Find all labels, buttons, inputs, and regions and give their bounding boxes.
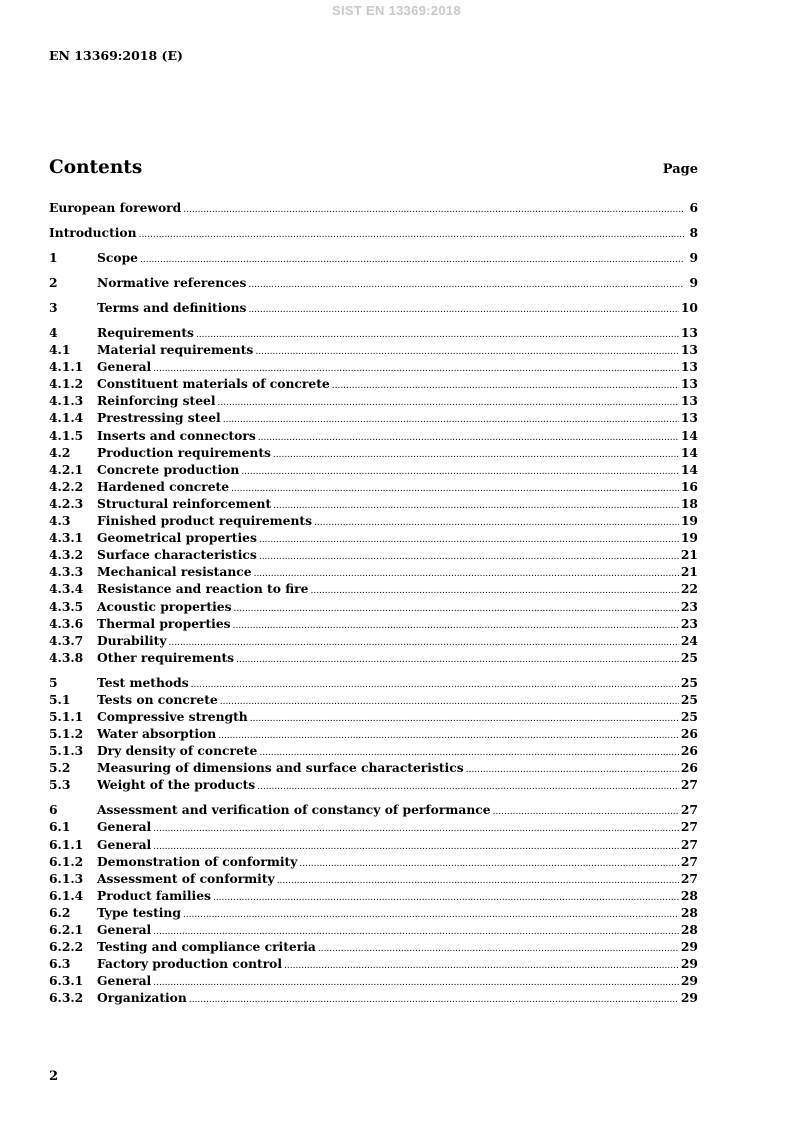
toc-entry[interactable] — [49, 342, 698, 359]
toc-leader-dots — [231, 480, 679, 494]
toc-entry-title[interactable]: Scope — [97, 250, 138, 265]
toc-entry-title[interactable]: Resistance and reaction to fire — [97, 581, 309, 597]
toc-entry-number: 4.3.6 — [49, 615, 84, 631]
toc-entry-page: 25 — [680, 674, 698, 690]
toc-entry-page: 27 — [680, 819, 698, 835]
toc-entry-number: 4.1.3 — [49, 393, 84, 409]
toc-entry[interactable] — [49, 692, 698, 709]
toc-entry-page: 26 — [680, 760, 698, 776]
toc-entry-page: 21 — [680, 547, 698, 563]
toc-entry-number: 5.1.1 — [49, 708, 84, 724]
toc-entry-title[interactable]: Compressive strength — [97, 708, 248, 724]
toc-leader-dots — [139, 226, 684, 240]
toc-entry-page: 29 — [680, 990, 698, 1006]
toc-entry-page: 13 — [680, 325, 698, 340]
toc-leader-dots — [248, 276, 684, 290]
toc-entry-title[interactable]: Assessment of conformity — [97, 870, 275, 886]
toc-entry[interactable] — [49, 650, 698, 675]
toc-leader-dots — [236, 651, 679, 665]
toc-entry[interactable] — [49, 410, 698, 427]
toc-entry-number: 4 — [49, 325, 58, 340]
toc-entry-number: 6.3.2 — [49, 990, 84, 1006]
toc-entry-title[interactable]: Surface characteristics — [97, 547, 257, 563]
toc-entry-title[interactable]: Mechanical resistance — [97, 564, 252, 580]
toc-entry-title[interactable]: Hardened concrete — [97, 478, 230, 494]
toc-entry-page: 13 — [680, 376, 698, 392]
toc-entry-page: 25 — [680, 708, 698, 724]
toc-entry-page: 19 — [680, 513, 698, 529]
toc-leader-dots — [213, 889, 679, 903]
toc-entry-page: 28 — [680, 887, 698, 903]
toc-entry-page: 23 — [680, 598, 698, 614]
toc-entry-page: 14 — [680, 427, 698, 443]
page-column-label: Page — [662, 162, 698, 177]
toc-entry-title[interactable]: Other requirements — [97, 649, 235, 665]
toc-leader-dots — [196, 326, 679, 340]
toc-leader-dots — [277, 872, 679, 886]
toc-entry-number: 4.3 — [49, 513, 71, 529]
toc-leader-dots — [140, 251, 684, 265]
toc-leader-dots — [218, 727, 679, 741]
toc-leader-dots — [332, 377, 679, 391]
toc-entry[interactable] — [49, 250, 698, 275]
toc-entry[interactable] — [49, 802, 698, 819]
toc-leader-dots — [254, 565, 679, 579]
toc-entry-title[interactable]: Terms and definitions — [97, 300, 247, 315]
toc-entry-number: 6 — [49, 802, 58, 818]
toc-entry-page: 23 — [680, 615, 698, 631]
toc-entry[interactable] — [49, 581, 698, 598]
toc-entry-number: 4.2.2 — [49, 478, 84, 494]
toc-entry-number: 5.1.2 — [49, 726, 84, 742]
toc-entry-page: 28 — [680, 904, 698, 920]
toc-entry-title[interactable]: General — [97, 922, 152, 937]
toc-entry-page: 21 — [680, 564, 698, 580]
toc-entry-page: 27 — [680, 870, 698, 886]
toc-entry[interactable] — [49, 300, 698, 325]
toc-entry-number: 4.3.2 — [49, 547, 84, 563]
toc-entry[interactable] — [49, 325, 698, 342]
toc-entry-title[interactable]: Durability — [97, 632, 167, 648]
toc-entry-number: 6.3 — [49, 956, 71, 972]
toc-entry-title[interactable]: Weight of the products — [97, 777, 256, 793]
toc-leader-dots — [255, 343, 679, 357]
toc-entry-number: 4.3.1 — [49, 530, 84, 546]
toc-leader-dots — [153, 360, 679, 374]
toc-entry-page: 8 — [689, 225, 698, 240]
toc-entry-title[interactable]: Factory production control — [97, 956, 283, 972]
toc-entry[interactable] — [49, 359, 698, 376]
toc-leader-dots — [189, 991, 679, 1005]
toc-entry[interactable] — [49, 777, 698, 802]
toc-entry-title[interactable]: Thermal properties — [97, 615, 231, 631]
toc-entry-page: 14 — [680, 444, 698, 460]
toc-entry-title[interactable]: Test methods — [97, 674, 189, 690]
toc-entry-title[interactable]: Material requirements — [97, 342, 254, 358]
toc-entry-number: 4.2 — [49, 444, 71, 460]
toc-entry-page: 29 — [680, 973, 698, 989]
toc-entry-number: 4.3.8 — [49, 649, 84, 665]
toc-entry-number: 4.3.4 — [49, 581, 84, 597]
toc-leader-dots — [493, 803, 679, 817]
toc-entry-number: 4.2.1 — [49, 461, 84, 477]
toc-entry[interactable] — [49, 616, 698, 633]
toc-entry-title[interactable]: Prestressing steel — [97, 410, 221, 426]
toc-entry-title[interactable]: General — [97, 973, 152, 989]
toc-entry-number: 6.1 — [49, 819, 71, 835]
toc-entry-number: 5.1 — [49, 691, 71, 707]
toc-entry-page: 22 — [680, 581, 698, 597]
toc-entry[interactable] — [49, 275, 698, 300]
toc-entry-page: 18 — [680, 495, 698, 511]
toc-entry-number: 4.3.7 — [49, 632, 84, 648]
toc-entry[interactable] — [49, 200, 698, 225]
toc-entry-title[interactable]: Acoustic properties — [97, 598, 232, 614]
toc-entry-title[interactable]: Dry density of concrete — [97, 743, 258, 759]
toc-entry-page: 25 — [680, 649, 698, 665]
toc-leader-dots — [183, 906, 679, 920]
toc-entry-page: 16 — [680, 478, 698, 494]
toc-leader-dots — [153, 923, 679, 937]
toc-entry-title[interactable]: Geometrical properties — [97, 530, 257, 546]
toc-entry-number: 6.1.1 — [49, 836, 84, 852]
toc-leader-dots — [259, 548, 679, 562]
toc-leader-dots — [273, 497, 679, 511]
toc-entry-number: 5.3 — [49, 777, 71, 793]
toc-entry[interactable] — [49, 428, 698, 445]
toc-entry[interactable] — [49, 564, 698, 581]
toc-leader-dots — [299, 855, 679, 869]
toc-entry[interactable] — [49, 888, 698, 905]
toc-entry[interactable] — [49, 760, 698, 777]
toc-entry-title[interactable]: Normative references — [97, 275, 247, 290]
toc-entry-title[interactable]: Finished product requirements — [97, 513, 313, 529]
toc-entry-number: 6.1.3 — [49, 870, 84, 886]
table-of-contents — [49, 200, 698, 1007]
toc-entry-number: 6.2.2 — [49, 939, 84, 955]
toc-leader-dots — [153, 838, 679, 852]
toc-entry-title[interactable]: Product families — [97, 887, 211, 903]
toc-entry[interactable] — [49, 956, 698, 973]
toc-entry-number: 4.1 — [49, 342, 71, 358]
toc-entry-title[interactable]: Concrete production — [97, 461, 240, 477]
toc-entry-number: 4.1.2 — [49, 376, 84, 392]
toc-leader-dots — [284, 957, 679, 971]
toc-entry-title[interactable]: Testing and compliance criteria — [97, 939, 316, 955]
toc-leader-dots — [257, 778, 679, 792]
toc-entry-page: 6 — [689, 200, 698, 215]
toc-leader-dots — [314, 514, 679, 528]
toc-leader-dots — [191, 676, 679, 690]
toc-entry-title[interactable]: Production requirements — [97, 444, 271, 460]
toc-entry-number: 3 — [49, 300, 58, 315]
toc-entry-number: 6.2 — [49, 904, 71, 920]
toc-entry-number: 4.2.3 — [49, 495, 84, 511]
watermark: SIST EN 13369:2018 — [332, 3, 461, 18]
toc-entry-number: 5.2 — [49, 760, 71, 776]
toc-entry-number: 4.1.4 — [49, 410, 84, 426]
toc-entry-page: 26 — [680, 743, 698, 759]
toc-entry-title[interactable]: European foreword — [49, 200, 182, 215]
toc-entry-page: 29 — [680, 956, 698, 972]
toc-entry-title[interactable]: Introduction — [49, 225, 137, 240]
toc-entry-number: 6.1.4 — [49, 887, 84, 903]
toc-entry-title[interactable]: General — [97, 836, 152, 852]
toc-entry[interactable] — [49, 871, 698, 888]
toc-leader-dots — [153, 974, 679, 988]
toc-entry[interactable] — [49, 513, 698, 530]
toc-entry-title[interactable]: Organization — [97, 990, 187, 1006]
toc-entry-page: 27 — [680, 836, 698, 852]
toc-entry[interactable] — [49, 819, 698, 836]
toc-entry[interactable] — [49, 599, 698, 616]
toc-entry-page: 10 — [680, 300, 698, 315]
toc-entry[interactable] — [49, 726, 698, 743]
toc-leader-dots — [273, 446, 679, 460]
toc-leader-dots — [259, 744, 679, 758]
toc-entry[interactable] — [49, 445, 698, 462]
toc-entry-number: 4.1.1 — [49, 359, 84, 375]
toc-entry-number: 5.1.3 — [49, 743, 84, 759]
toc-entry[interactable] — [49, 905, 698, 922]
toc-entry-title[interactable]: Structural reinforcement — [97, 495, 272, 511]
toc-entry-number: 6.2.1 — [49, 922, 84, 937]
toc-entry-number: 5 — [49, 674, 58, 690]
toc-entry[interactable] — [49, 225, 698, 250]
toc-entry-page: 27 — [680, 777, 698, 793]
toc-entry-title[interactable]: Inserts and connectors — [97, 427, 256, 443]
toc-entry[interactable] — [49, 547, 698, 564]
toc-entry[interactable] — [49, 376, 698, 393]
toc-entry-title[interactable]: Tests on concrete — [97, 691, 218, 707]
toc-leader-dots — [241, 463, 679, 477]
toc-entry-number: 6.3.1 — [49, 973, 84, 989]
toc-entry[interactable] — [49, 922, 698, 939]
toc-entry-number: 6.1.2 — [49, 853, 84, 869]
toc-entry[interactable] — [49, 854, 698, 871]
toc-entry-title[interactable]: Constituent materials of concrete — [97, 376, 330, 392]
toc-leader-dots — [233, 617, 679, 631]
toc-leader-dots — [258, 429, 679, 443]
toc-leader-dots — [318, 940, 679, 954]
toc-entry-page: 13 — [680, 393, 698, 409]
toc-leader-dots — [153, 820, 679, 834]
toc-entry-page: 9 — [689, 275, 698, 290]
toc-entry-page: 19 — [680, 530, 698, 546]
toc-entry-title[interactable]: General — [97, 359, 152, 375]
toc-entry-number: 2 — [49, 275, 58, 290]
toc-leader-dots — [183, 201, 684, 215]
toc-leader-dots — [248, 301, 678, 315]
toc-entry[interactable] — [49, 633, 698, 650]
toc-entry[interactable] — [49, 990, 698, 1007]
toc-entry[interactable] — [49, 479, 698, 496]
toc-entry-page: 9 — [689, 250, 698, 265]
toc-entry-title[interactable]: General — [97, 819, 152, 835]
toc-entry-page: 25 — [680, 691, 698, 707]
toc-entry-number: 4.1.5 — [49, 427, 84, 443]
toc-entry-page: 27 — [680, 802, 698, 818]
toc-entry-number: 4.3.3 — [49, 564, 84, 580]
toc-entry-title[interactable]: Assessment and verification of constancy of performance — [97, 802, 491, 818]
toc-entry[interactable] — [49, 496, 698, 513]
document-id: EN 13369:2018 (E) — [49, 48, 183, 63]
toc-entry-title[interactable]: Type testing — [97, 904, 181, 920]
toc-entry-title[interactable]: Measuring of dimensions and surface characteristics — [97, 760, 464, 776]
toc-entry[interactable] — [49, 530, 698, 547]
toc-entry-page: 27 — [680, 853, 698, 869]
toc-entry[interactable] — [49, 709, 698, 726]
toc-leader-dots — [218, 394, 679, 408]
toc-entry[interactable] — [49, 939, 698, 956]
toc-entry-page: 14 — [680, 461, 698, 477]
toc-entry-title[interactable]: Water absorption — [97, 726, 217, 742]
toc-entry-title[interactable]: Demonstration of conformity — [97, 853, 298, 869]
toc-entry-page: 28 — [680, 922, 698, 937]
toc-entry-page: 24 — [680, 632, 698, 648]
toc-entry-page: 13 — [680, 410, 698, 426]
toc-leader-dots — [259, 531, 679, 545]
toc-entry[interactable] — [49, 675, 698, 692]
toc-leader-dots — [234, 600, 679, 614]
toc-entry[interactable] — [49, 743, 698, 760]
toc-entry[interactable] — [49, 837, 698, 854]
page-number: 2 — [49, 1069, 59, 1084]
toc-leader-dots — [220, 693, 679, 707]
toc-entry-page: 29 — [680, 939, 698, 955]
toc-leader-dots — [223, 411, 679, 425]
toc-leader-dots — [310, 582, 678, 596]
toc-entry-page: 26 — [680, 726, 698, 742]
toc-entry-title[interactable]: Requirements — [97, 325, 194, 340]
toc-entry-title[interactable]: Reinforcing steel — [97, 393, 216, 409]
contents-heading: Contents — [49, 157, 143, 178]
toc-entry-number: 1 — [49, 250, 58, 265]
toc-entry-page: 13 — [680, 359, 698, 375]
toc-entry-number: 4.3.5 — [49, 598, 84, 614]
toc-leader-dots — [169, 634, 679, 648]
toc-leader-dots — [250, 710, 679, 724]
toc-entry-page: 13 — [680, 342, 698, 358]
toc-entry[interactable] — [49, 393, 698, 410]
toc-leader-dots — [466, 761, 679, 775]
toc-entry[interactable] — [49, 973, 698, 990]
toc-entry[interactable] — [49, 462, 698, 479]
